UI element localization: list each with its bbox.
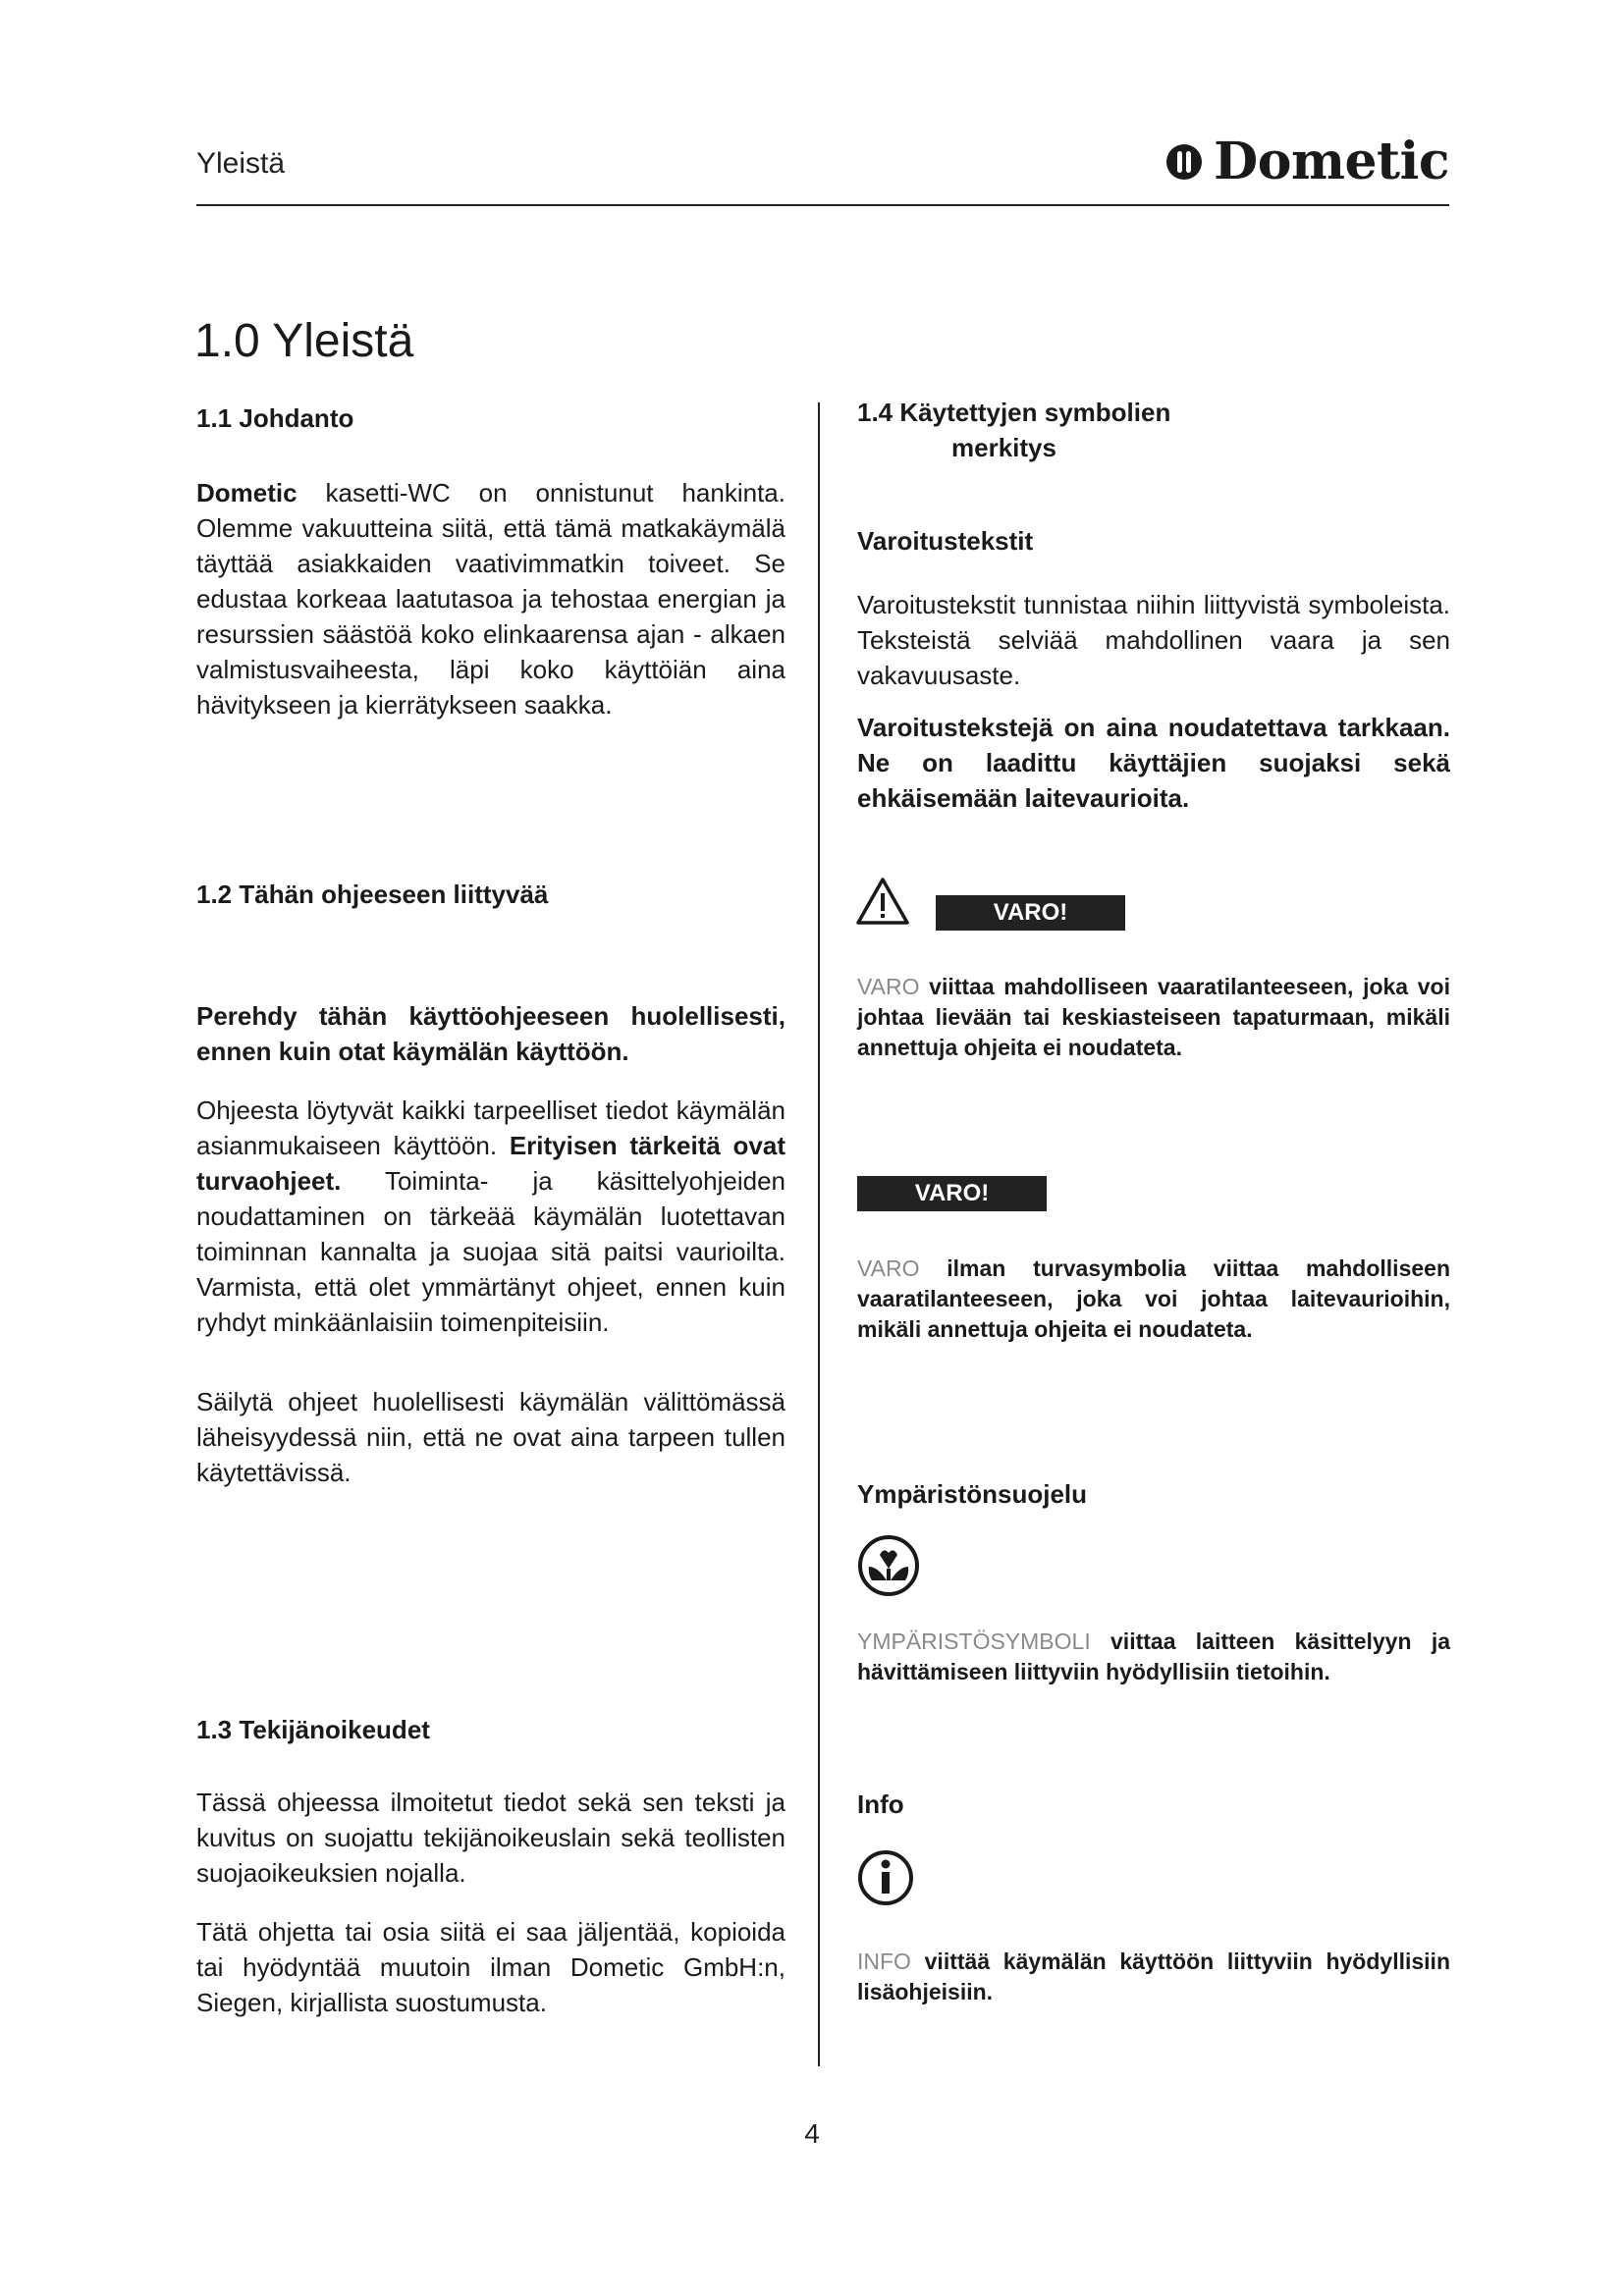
section-title-tekija: 1.3 Tekijänoikeudet: [196, 1715, 430, 1744]
info-paragraph: [857, 1947, 1450, 2007]
ymparisto-text: viittaa laitteen käsittelyyn ja hävittämiseen liittyviin hyödyllisiin tietoihin.: [857, 1629, 1450, 1684]
ohje-p2-bold: Erityisen tärkeitä ovat turvaohjeet.: [196, 1131, 785, 1196]
ymparisto-heading: Ympäristönsuojelu: [857, 1479, 1088, 1509]
environment-icon: [856, 1533, 921, 1598]
ymparisto-keyword: YMPÄRISTÖSYMBOLI: [857, 1629, 1091, 1654]
varo-keyword-1: VARO: [857, 974, 920, 999]
info-keyword: INFO: [857, 1949, 911, 1974]
varoitus-heading: Varoitustekstit: [857, 526, 1034, 556]
varoitus-p2-text: Varoitustekstejä on aina noudatettava tarkkaan. Ne on laadittu käyttäjien suojaksi sekä ehkäisemään laitevaurioita.: [857, 713, 1450, 813]
johdanto-text: kasetti-WC on onnistunut hankinta. Olemme vakuutteina siitä, että tämä matkakäymälä täyttää asiakkaiden vaativimmatkin toiveet. Se edustaa korkeaa laatutasoa ja tehostaa energian ja resurssien säästöä koko elinkaarensa ajan - alkaen valmistusvaiheesta, läpi koko käyttöiän aina hävitykseen ja kierrätykseen saakka.: [196, 478, 785, 720]
varo-paragraph-2: [857, 1254, 1450, 1345]
varoitus-paragraph-1: [857, 587, 1450, 693]
tekija-p1-text: Tässä ohjeessa ilmoitetut tiedot sekä sen teksti ja kuvitus on suojattu tekijänoikeuslain sekä teollisten suojaoikeuksien nojalla.: [196, 1788, 785, 1888]
varo-paragraph-1: [857, 972, 1450, 1063]
page-title: 1.0 Yleistä: [194, 315, 414, 367]
varo-text-1: viittaa mahdolliseen vaaratilanteeseen, joka voi johtaa lievään tai keskiasteiseen tapaturmaan, mikäli annettuja ohjeita ei noudateta.: [857, 974, 1450, 1060]
ohje-p3-text: Säilytä ohjeet huolellisesti käymälän välittömässä läheisyydessä niin, että ne ovat aina tarpeen tullen käytettävissä.: [196, 1387, 785, 1487]
brand-name: Dometic: [1214, 132, 1449, 191]
section-title-johdanto: 1.1 Johdanto: [196, 403, 354, 433]
page-number: 4: [804, 2118, 820, 2149]
ohje-p2-end: Toiminta- ja käsittelyohjeiden noudattaminen on tärkeää käymälän luotettavan toiminnan kannalta ja suojaa sitä paitsi vaurioilta. Varmista, että olet ymmärtänyt ohjeet, ennen kuin ryhdyt minkäänlaisiin toimenpiteisiin.: [196, 1166, 785, 1337]
tekija-paragraph-2: [196, 1914, 785, 2020]
varoitus-p1-text: Varoitustekstit tunnistaa niihin liittyvistä symboleista. Teksteistä selviää mahdollinen vaara ja sen vakavuusaste.: [857, 590, 1450, 690]
varo-label-box-1: VARO!: [936, 895, 1125, 931]
ohje-lead-text: Perehdy tähän käyttöohjeeseen huolellisesti, ennen kuin otat käymälän käyttöön.: [196, 1001, 785, 1066]
varo-text-2: ilman turvasymbolia viittaa mahdolliseen vaaratilanteeseen, joka voi johtaa laitevaurioihin, mikäli annettuja ohjeita ei noudateta.: [857, 1255, 1450, 1342]
symbolit-title-line1: 1.4 Käytettyjen symbolien: [857, 398, 1171, 427]
varoitus-paragraph-2: [857, 710, 1450, 816]
info-text: viittää käymälän käyttöön liittyviin hyödyllisiin lisäohjeisiin.: [857, 1949, 1450, 2004]
symbolit-title-line2: merkitys: [951, 433, 1056, 462]
info-icon: [856, 1848, 915, 1907]
ohje-paragraph-3: [196, 1384, 785, 1490]
header-section-label: Yleistä: [196, 147, 286, 180]
varo-keyword-2: VARO: [857, 1255, 920, 1281]
varo-label-box-2: VARO!: [857, 1176, 1047, 1211]
header-divider: [196, 204, 1449, 206]
warning-triangle-icon: [855, 877, 910, 926]
section-title-symbolit: [857, 395, 1450, 465]
ohje-paragraph: [196, 1093, 785, 1340]
tekija-p2-text: Tätä ohjetta tai osia siitä ei saa jäljentää, kopioida tai hyödyntää muutoin ilman Dometic GmbH:n, Siegen, kirjallista suostumusta.: [196, 1917, 785, 2017]
brand-logo: [1164, 132, 1449, 191]
brand-inline: Dometic: [196, 478, 298, 507]
ymparisto-paragraph: [857, 1627, 1450, 1687]
info-heading: Info: [857, 1789, 904, 1819]
column-divider: [818, 402, 820, 2066]
dometic-logo-icon: [1164, 142, 1204, 182]
tekija-paragraph-1: [196, 1785, 785, 1891]
section-title-ohje: 1.2 Tähän ohjeeseen liittyvää: [196, 880, 549, 909]
ohje-lead: [196, 998, 785, 1069]
ohje-p2-start: Ohjeesta löytyvät kaikki tarpeelliset tiedot käymälän asianmukaiseen käyttöön.: [196, 1095, 785, 1160]
johdanto-paragraph: [196, 475, 785, 722]
